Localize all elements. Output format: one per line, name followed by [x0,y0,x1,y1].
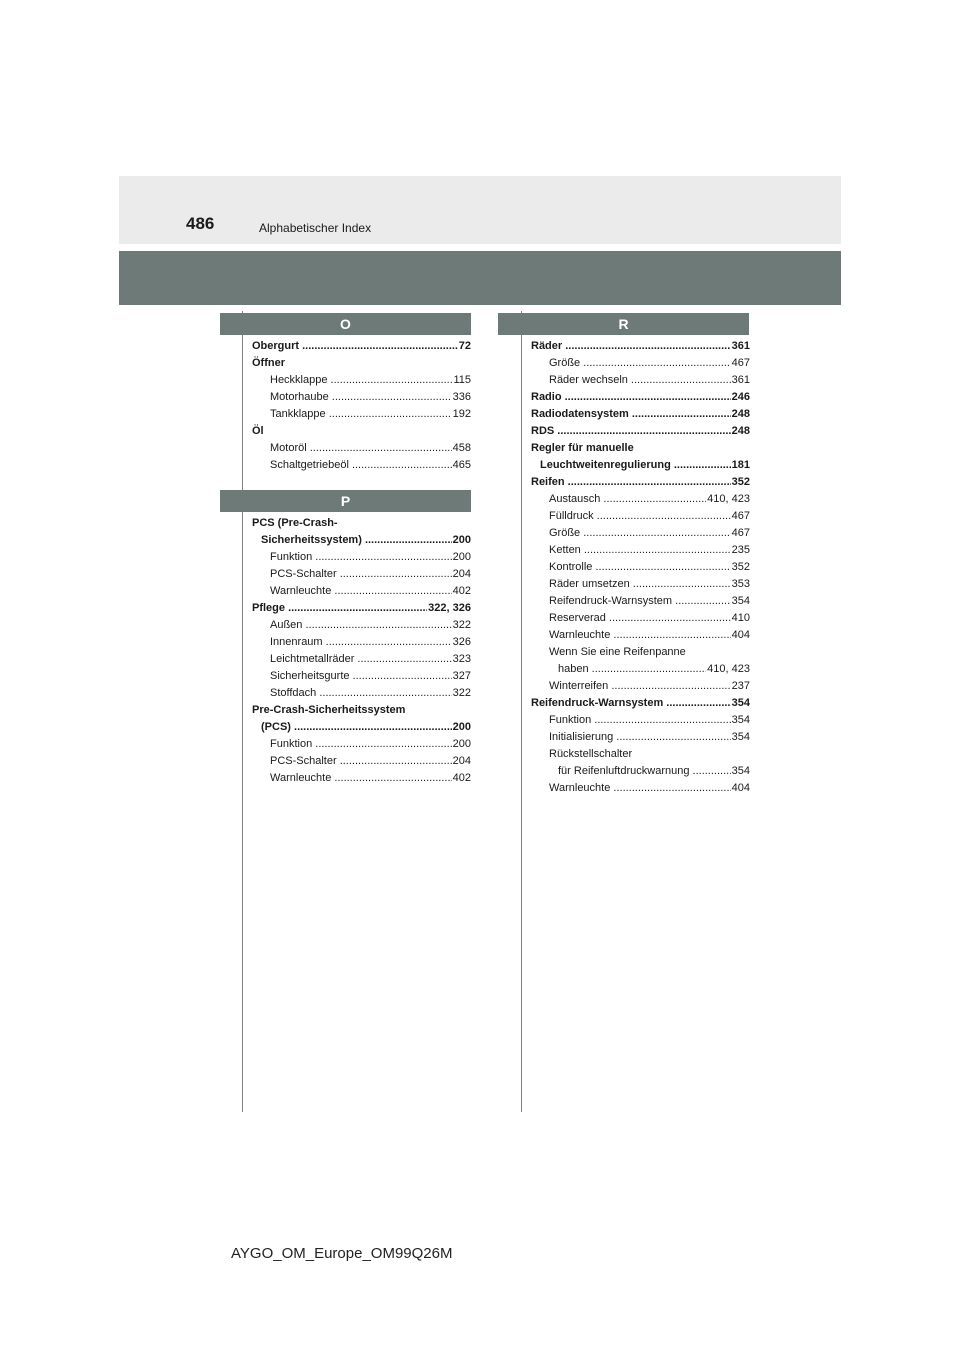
index-entry-label: Räder ..... [531,338,750,355]
index-entry-label: Winterreifen ..... [549,678,750,695]
index-entry [252,532,471,549]
index-entry [531,644,750,661]
index-entry-page: 467 [731,355,750,372]
index-entry [531,423,750,440]
index-entry [252,389,471,406]
index-entry-label: Schaltgetriebeöl ..... [270,457,471,474]
index-entry-label: Initialisierung ..... [549,729,750,746]
index-entry-label: Warnleuchte ..... [270,583,471,600]
index-entry-page: 322 [452,617,471,634]
index-entry-label: (PCS) ..... [261,719,471,736]
index-entry [252,423,471,440]
index-entry-page: 200 [452,719,471,736]
index-entry-label: Räder umsetzen ..... [549,576,750,593]
index-entry [252,634,471,651]
index-entry-label: Leichtmetallräder ..... [270,651,471,668]
column-divider-right [521,311,522,1112]
page-number: 486 [186,214,215,233]
index-entry [252,719,471,736]
index-entry [531,610,750,627]
index-entry-label: Rückstellschalter [549,748,633,760]
index-entry-label: Reifendruck-Warnsystem ..... [531,695,750,712]
index-entry [252,651,471,668]
index-entry-label: Funktion ..... [549,712,750,729]
index-entry-label: Innenraum ..... [270,634,471,651]
index-entry [252,372,471,389]
index-entry-label: Wenn Sie eine Reifenpanne [549,646,686,658]
index-entry-label: Reifendruck-Warnsystem ..... [549,593,750,610]
index-entry-page: 200 [452,736,471,753]
index-entry-page: 200 [452,549,471,566]
index-entry-page: 354 [731,695,750,712]
index-entry-label: Heckklappe ..... [270,372,471,389]
header-band [119,176,841,244]
index-entry-page: 115 [452,372,471,389]
index-entry [531,406,750,423]
index-entry [252,457,471,474]
index-list-p [252,515,471,787]
index-entry-label: Sicherheitssystem) ..... [261,532,471,549]
index-entry-page: 237 [731,678,750,695]
index-entry-label: Warnleuchte ..... [549,627,750,644]
index-entry [252,440,471,457]
index-entry-label: Tankklappe ..... [270,406,471,423]
index-entry-label: Reifen ..... [531,474,750,491]
index-entry-page: 327 [452,668,471,685]
index-list-o [252,338,471,474]
index-entry-label: Stoffdach ..... [270,685,471,702]
index-entry [531,389,750,406]
index-entry [252,617,471,634]
index-entry-label: Motorhaube ..... [270,389,471,406]
index-entry [531,525,750,542]
index-entry-label: Regler für manuelle [531,442,634,454]
index-entry [252,770,471,787]
index-entry-page: 458 [452,440,471,457]
index-entry-page: 72 [458,338,471,355]
index-entry-label: Reserverad ..... [549,610,750,627]
index-entry [252,685,471,702]
index-entry-label: Pre-Crash-Sicherheitssystem [252,704,406,716]
index-entry [531,491,750,508]
index-entry [531,678,750,695]
index-entry-label: Größe ..... [549,355,750,372]
index-entry-page: 410, 423 [706,661,750,678]
index-entry-page: 235 [731,542,750,559]
index-entry-page: 354 [731,763,750,780]
index-entry [531,746,750,763]
index-entry-label: Räder wechseln ..... [549,372,750,389]
index-entry [252,668,471,685]
index-entry [531,542,750,559]
index-entry-page: 336 [452,389,471,406]
index-entry-page: 354 [731,593,750,610]
index-entry-label: Größe ..... [549,525,750,542]
section-header-r: R [498,313,749,335]
index-entry-label: Leuchtweitenregulierung ..... [540,457,750,474]
index-entry [252,702,471,719]
index-entry-page: 402 [452,583,471,600]
index-entry-page: 204 [452,566,471,583]
column-divider-left [242,311,243,1112]
index-entry [531,474,750,491]
index-entry-label: haben ..... [558,661,750,678]
index-entry [531,338,750,355]
index-entry-label: Pflege ..... [252,600,471,617]
index-entry-page: 361 [731,338,750,355]
index-entry-page: 323 [452,651,471,668]
index-entry [531,559,750,576]
index-entry-page: 354 [731,712,750,729]
index-entry-label: RDS ..... [531,423,750,440]
index-entry [531,763,750,780]
index-entry-label: Funktion ..... [270,736,471,753]
index-entry-label: Kontrolle ..... [549,559,750,576]
index-entry-page: 404 [731,780,750,797]
index-entry [531,355,750,372]
index-entry-page: 465 [452,457,471,474]
index-entry-label: PCS-Schalter ..... [270,753,471,770]
index-entry-label: Warnleuchte ..... [270,770,471,787]
index-entry-label: Öl [252,425,264,437]
index-entry-label: Austausch ..... [549,491,750,508]
index-entry-label: Radiodatensystem ..... [531,406,750,423]
index-entry-label: Motoröl ..... [270,440,471,457]
index-entry [531,627,750,644]
index-entry [531,695,750,712]
index-entry-page: 410, 423 [706,491,750,508]
index-entry-label: Öffner [252,357,285,369]
index-entry [531,712,750,729]
index-entry-page: 181 [731,457,750,474]
index-entry-label: PCS (Pre-Crash- [252,517,338,529]
index-entry-label: Obergurt ..... [252,338,471,355]
index-entry-page: 322, 326 [427,600,471,617]
footer-doc-code: AYGO_OM_Europe_OM99Q26M [231,1245,453,1262]
index-entry [531,661,750,678]
index-entry-page: 352 [731,559,750,576]
index-entry [531,457,750,474]
section-header-p: P [220,490,471,512]
index-entry-page: 200 [452,532,471,549]
index-entry-page: 361 [731,372,750,389]
index-entry [531,372,750,389]
index-entry-page: 326 [452,634,471,651]
index-entry-label: Radio ..... [531,389,750,406]
header-divider-band [119,251,841,305]
index-entry-page: 354 [731,729,750,746]
index-entry [531,780,750,797]
index-entry-page: 204 [452,753,471,770]
index-entry [531,508,750,525]
index-entry-page: 248 [731,423,750,440]
index-entry [252,753,471,770]
index-entry [252,583,471,600]
index-entry-page: 246 [731,389,750,406]
index-entry-page: 352 [731,474,750,491]
index-entry-page: 322 [452,685,471,702]
index-entry-label: Funktion ..... [270,549,471,566]
index-entry-page: 248 [731,406,750,423]
index-entry [252,338,471,355]
index-entry-page: 404 [731,627,750,644]
index-entry [252,515,471,532]
index-entry-label: Außen ..... [270,617,471,634]
index-entry-page: 192 [452,406,471,423]
index-entry [531,576,750,593]
index-entry [252,355,471,372]
index-entry-label: Sicherheitsgurte ..... [270,668,471,685]
index-entry [252,549,471,566]
index-entry-page: 402 [452,770,471,787]
index-entry-page: 467 [731,508,750,525]
index-entry-label: Fülldruck ..... [549,508,750,525]
section-title: Alphabetischer Index [259,221,372,235]
index-entry-label: Warnleuchte ..... [549,780,750,797]
index-entry [531,729,750,746]
index-entry-label: für Reifenluftdruckwarnung ..... [558,763,750,780]
index-entry-label: PCS-Schalter ..... [270,566,471,583]
index-entry [252,406,471,423]
index-entry [252,600,471,617]
index-entry-label: Ketten ..... [549,542,750,559]
index-entry-page: 410 [731,610,750,627]
index-entry [252,566,471,583]
index-entry-page: 353 [731,576,750,593]
index-entry-page: 467 [731,525,750,542]
index-entry [252,736,471,753]
index-list-r [531,338,750,797]
index-entry [531,593,750,610]
section-header-o: O [220,313,471,335]
index-entry [531,440,750,457]
